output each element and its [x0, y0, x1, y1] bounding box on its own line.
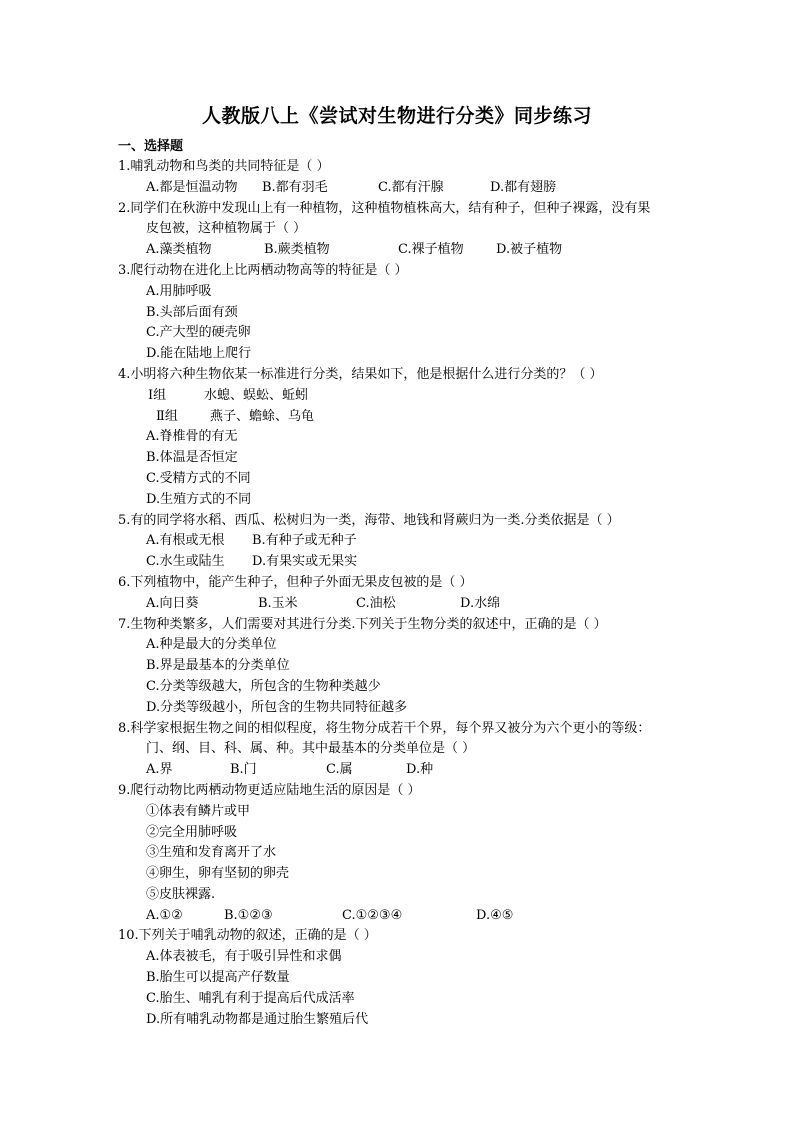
question-stem: 8.科学家根据生物之间的相似程度，将生物分成若干个界，每个界又被分为六个更小的等级： [118, 720, 651, 736]
option: D.都有翅膀 [490, 179, 557, 195]
option: B.都有羽毛 [262, 179, 328, 195]
question-stem: 7.生物种类繁多，人们需要对其进行分类.下列关于生物分类的叙述中，正确的是（ ） [118, 616, 607, 632]
option: B.①②③ [224, 907, 273, 923]
question-stem: 10.下列关于哺乳动物的叙述，正确的是（ ） [118, 928, 377, 944]
question-list [118, 138, 718, 1030]
statement-item: ①体表有鳞片或甲 [146, 803, 251, 819]
group-row [118, 407, 718, 428]
group-label: Ⅱ组 [156, 408, 178, 424]
question-stem-continued: 门、纲、目、科、属、种。其中最基本的分类单位是（ ） [146, 741, 476, 757]
option: C.产大型的硬壳卵 [146, 325, 251, 341]
statement-item: ③生殖和发育离开了水 [146, 845, 277, 861]
group-items: 燕子、蟾蜍、乌龟 [210, 408, 315, 424]
option: B.玉米 [258, 595, 298, 611]
question-options [118, 178, 718, 199]
statement-item: ④卵生，卵有坚韧的卵壳 [146, 866, 290, 882]
option: C.裸子植物 [398, 242, 464, 258]
option: A.有根或无根 [146, 533, 225, 549]
option: B.蕨类植物 [264, 242, 330, 258]
option: D.有果实或无果实 [252, 554, 358, 570]
option: C.分类等级越大，所包含的生物种类越少 [146, 678, 381, 694]
question-stem: 4.小明将六种生物依某一标准进行分类，结果如下，他是根据什么进行分类的？（ ） [118, 366, 603, 382]
question-options [118, 594, 718, 615]
option: A.向日葵 [146, 595, 199, 611]
option: D.种 [406, 762, 434, 778]
option: C.油松 [356, 595, 396, 611]
question-stem: 3.爬行动物在进化上比两栖动物高等的特征是（ ） [118, 262, 408, 278]
option: D.生殖方式的不同 [146, 491, 252, 507]
option: D.能在陆地上爬行 [146, 346, 252, 362]
option: D.分类等级越小，所包含的生物共同特征越多 [146, 699, 408, 715]
option: A.藻类植物 [146, 242, 212, 258]
option: A.种是最大的分类单位 [146, 637, 277, 653]
option: B.头部后面有颈 [146, 304, 238, 320]
option: C.①②③④ [342, 907, 403, 923]
option: C.都有汗腺 [378, 179, 444, 195]
option: A.体表被毛，有于吸引异性和求偶 [146, 949, 342, 965]
option: B.胎生可以提高产仔数量 [146, 970, 290, 986]
question-stem-continued: 皮包被，这种植物属于（ ） [146, 221, 307, 237]
question-options [118, 760, 718, 781]
question-stem: 5.有的同学将水稻、西瓜、松树归为一类，海带、地钱和肾蕨归为一类.分类依据是（ ） [118, 512, 620, 528]
option: B.门 [230, 762, 257, 778]
group-label: Ⅰ组 [148, 387, 167, 403]
option: D.被子植物 [496, 242, 563, 258]
option: C.胎生、哺乳有利于提高后代成活率 [146, 990, 355, 1006]
group-row [118, 386, 718, 407]
question-options [118, 906, 718, 927]
option: D.水绵 [460, 595, 501, 611]
statement-item: ②完全用肺呼吸 [146, 824, 238, 840]
question-stem: 9.爬行动物比两栖动物更适应陆地生活的原因是（ ） [118, 782, 421, 798]
option: B.界是最基本的分类单位 [146, 658, 290, 674]
group-items: 水螅、蜈蚣、蚯蚓 [204, 387, 309, 403]
option: A.界 [146, 762, 173, 778]
option: C.水生或陆生 [146, 554, 225, 570]
option: A.都是恒温动物 [146, 179, 238, 195]
page-title: 人教版八上《尝试对生物进行分类》同步练习 [201, 105, 592, 127]
option: D.④⑤ [476, 907, 514, 923]
option: A.脊椎骨的有无 [146, 429, 238, 445]
section-heading: 一、选择题 [118, 139, 184, 154]
option: A.用肺呼吸 [146, 283, 212, 299]
question-options [118, 552, 718, 573]
question-stem: 1.哺乳动物和鸟类的共同特征是（ ） [118, 159, 330, 174]
question-stem: 2.同学们在秋游中发现山上有一种植物，这种植物植株高大，结有种子，但种子裸露，没有果 [118, 200, 651, 216]
option: C.属 [326, 762, 353, 778]
option: D.所有哺乳动物都是通过胎生繁殖后代 [146, 1011, 369, 1027]
option: B.体温是否恒定 [146, 450, 238, 466]
question-options [118, 531, 718, 552]
statement-item: ⑤皮肤裸露. [146, 886, 216, 902]
option: A.①② [146, 907, 183, 923]
question-options [118, 240, 718, 261]
question-stem: 6.下列植物中，能产生种子，但种子外面无果皮包被的是（ ） [118, 574, 473, 590]
option: C.受精方式的不同 [146, 470, 251, 486]
option: B.有种子或无种子 [252, 533, 357, 549]
